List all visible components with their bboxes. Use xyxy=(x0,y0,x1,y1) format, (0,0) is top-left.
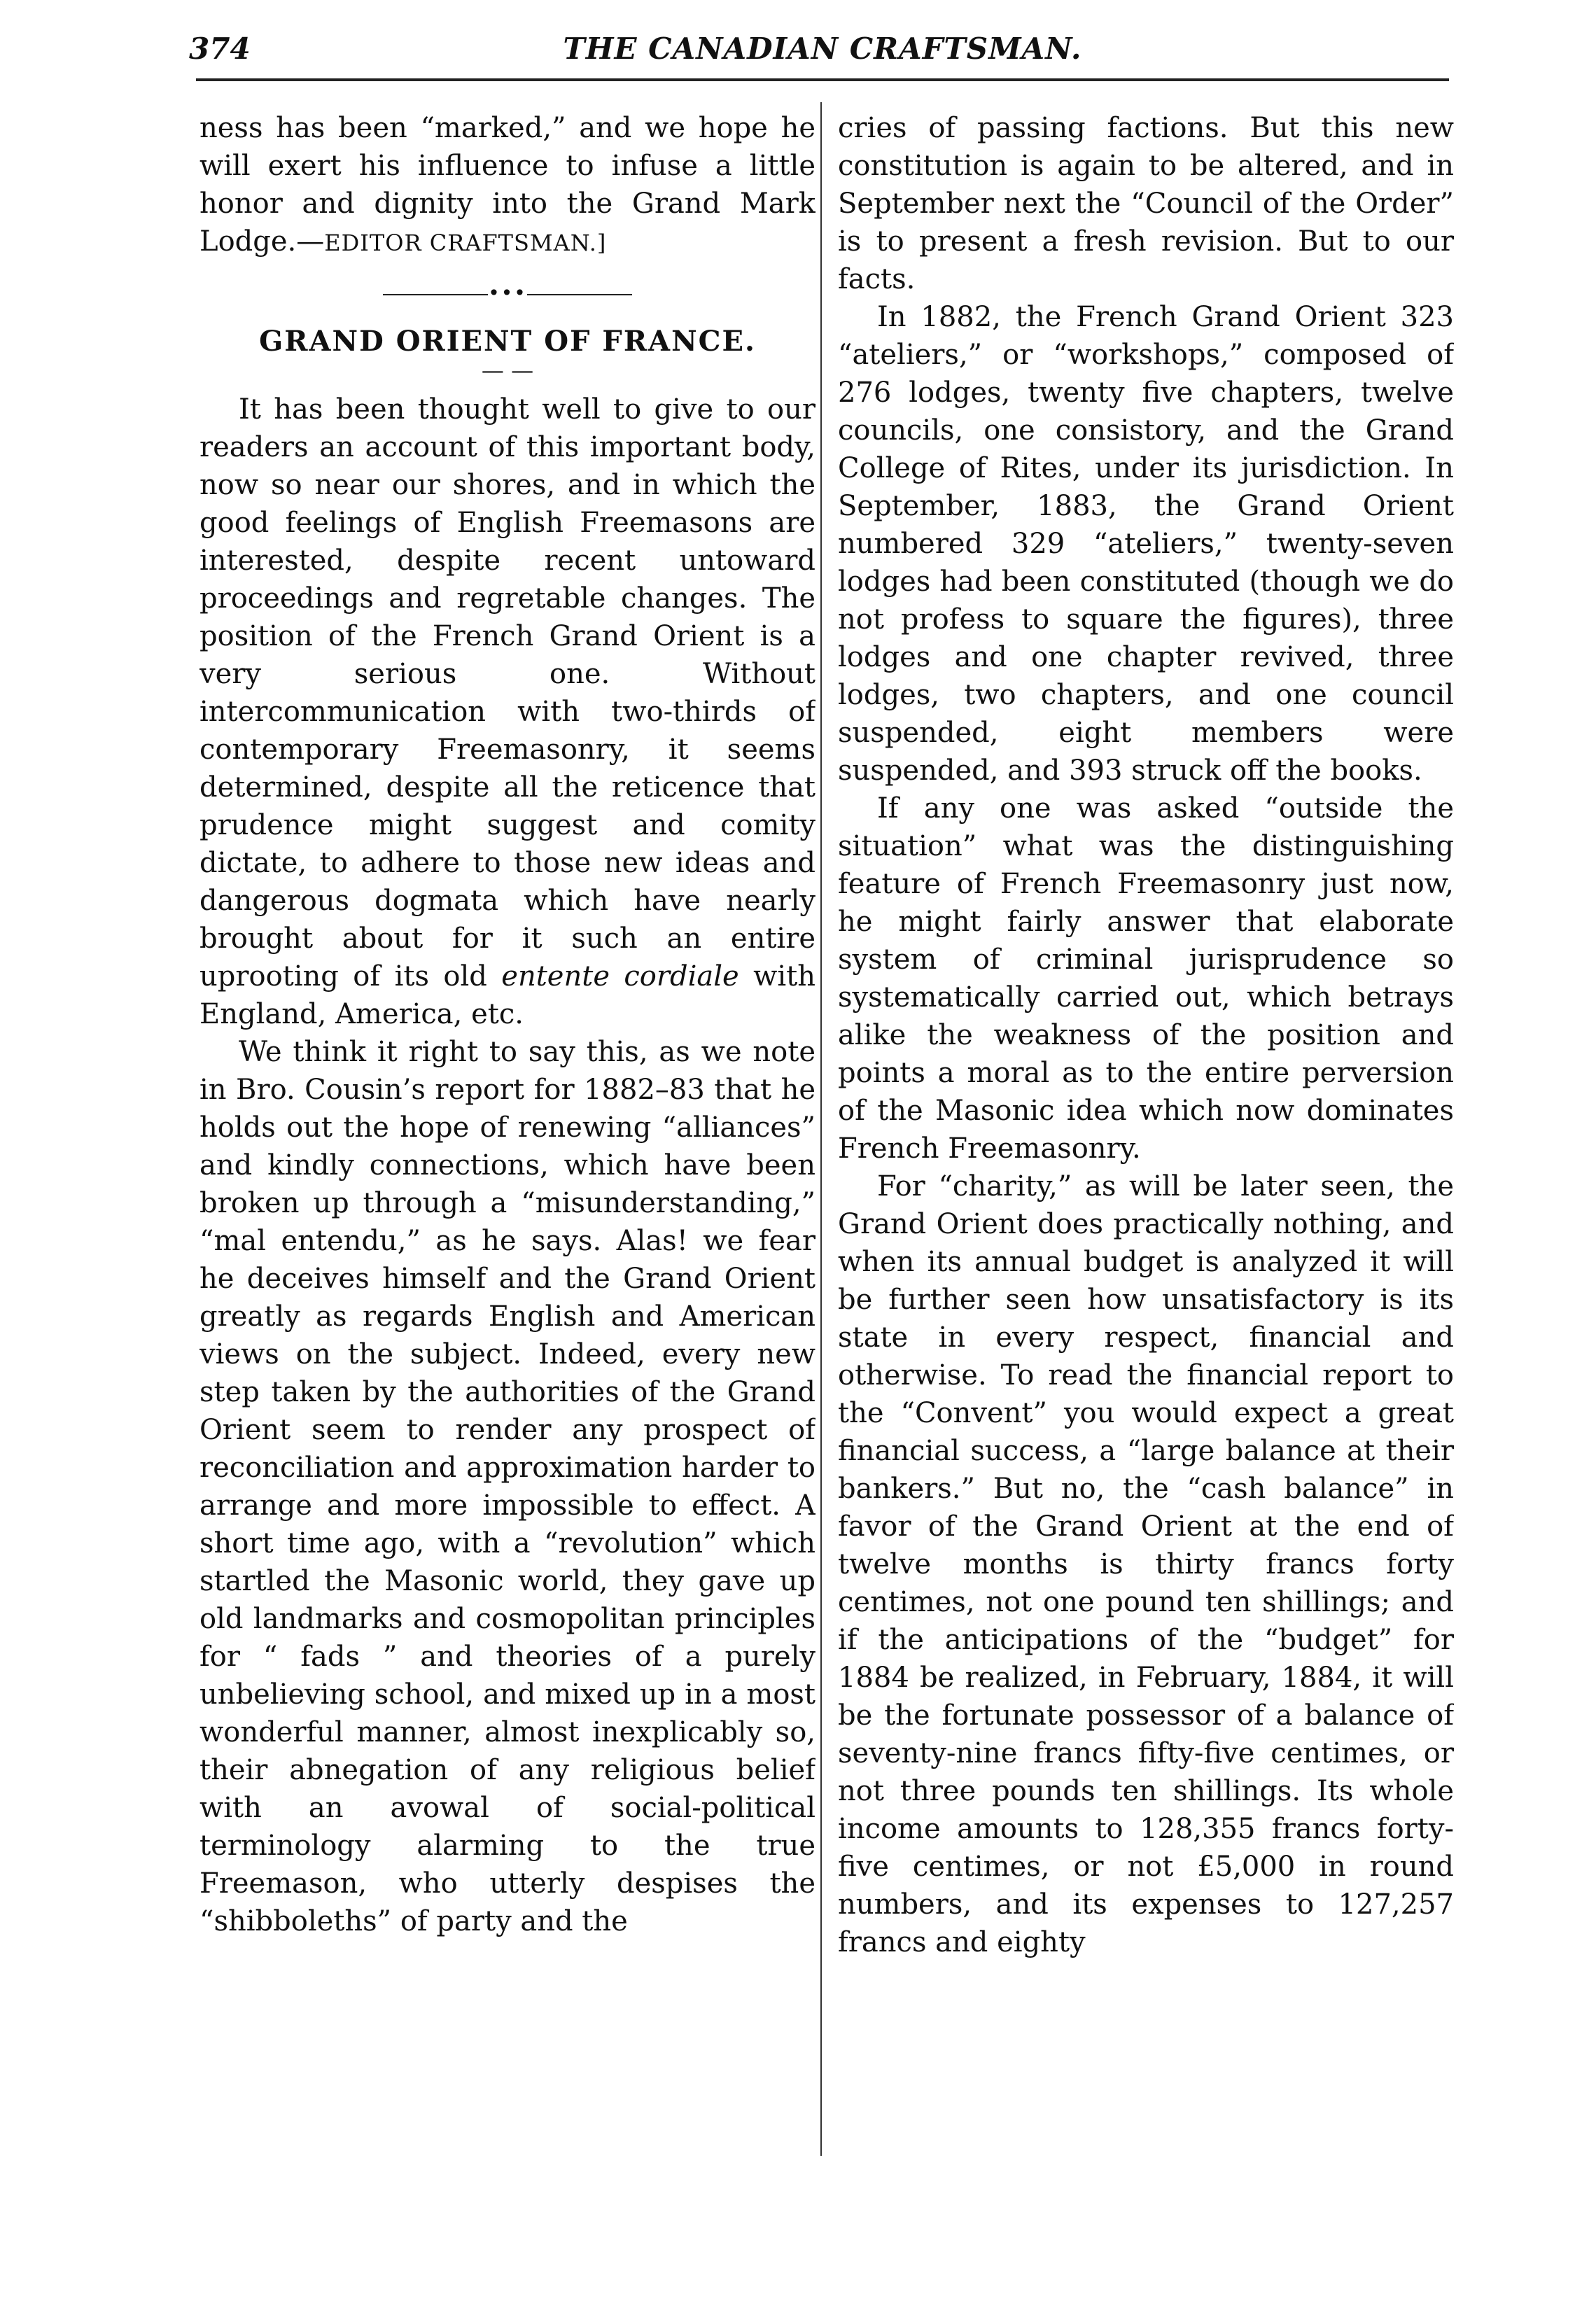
article-paragraph-6: For “charity,” as will be later seen, the Grand Orient does practically nothing, and when its annual budget is analyzed it will be further seen how unsatisfactory is its state in every respect, financial and otherwise. To read the financial report to the “Convent” you would expect a great financial success, a “large balance at their bankers.” But no, the “cash balance” in favor of the Grand Orient at the end of twelve months is thirty francs forty centimes, not one pound ten shillings; and if the anticipations of the “budget” for 1884 be realized, in February, 1884, it will be the fortunate possessor of a balance of seventy-nine francs fifty-five centimes, or not three pounds ten shillings. Its whole income amounts to 128,355 francs forty-five centimes, or not £5,000 in round numbers, and its expenses to 127,257 francs and eighty xyxy=(838,1170,1454,1958)
header-rule xyxy=(196,78,1449,81)
running-header xyxy=(189,28,1456,77)
left-column xyxy=(200,109,816,2209)
title-dashes: — — xyxy=(481,357,534,384)
article-paragraph-5: If any one was asked “outside the situation” what was the distinguishing feature of French Freemasonry just now, he might fairly answer that elaborate system of criminal jurisprudence so systematically carried out, which betrays alike the weakness of the position and points a moral as to the entire perversion of the Masonic idea which now dominates French Freemasonry. xyxy=(838,792,1454,1165)
editor-signature: EDITOR CRAFTSMAN.] xyxy=(324,230,607,256)
article-paragraph-1 xyxy=(200,391,816,1033)
article-paragraph-4: In 1882, the French Grand Orient 323 “ateliers,” or “workshops,” composed of 276 lodges, twenty five chapters, twelve councils, one consistory, and the Grand College of Rites, under its jurisdiction. In September, 1883, the Grand Orient numbered 329 “ateliers,” twenty-seven lodges had been constituted (though we do not profess to square the figures), three lodges and one chapter revived, three lodges, two chapters, and one council suspended, eight members were suspended, and 393 struck off the books. xyxy=(838,301,1454,787)
column-divider xyxy=(820,102,822,2156)
ornament-rule-left xyxy=(383,294,488,295)
ornament-rule-right xyxy=(527,294,632,295)
running-title: THE CANADIAN CRAFTSMAN. xyxy=(563,31,1082,66)
continuation-paragraph xyxy=(200,109,816,262)
article-title: GRAND ORIENT OF FRANCE. xyxy=(259,325,756,358)
page-number: 374 xyxy=(189,31,251,66)
ornament-dots: ••• xyxy=(488,281,527,304)
entente-cordiale-italic: entente cordiale xyxy=(501,960,739,993)
article-paragraph-3: cries of passing factions. But this new constitution is again to be altered, and in September next the “Council of the Order” is to present a fresh revision. But to our facts. xyxy=(838,112,1454,295)
paragraph-1-end: with England, America, etc. xyxy=(200,960,816,1030)
right-column xyxy=(838,109,1454,2209)
paragraph-1-text: It has been thought well to give to our readers an account of this important body, now so near our shores, and in which the good feelings of English Freemasons are interested, despite recent untoward proceedings and regretable changes. The position of the French Grand Orient is a very serious one. Without intercommunication with two-thirds of contemporary Freemasonry, it seems determined, despite all the reticence that prudence might suggest and comity dictate, to adhere to those new ideas and dangerous dogmata which have nearly brought about for it such an entire uprooting of its old xyxy=(200,393,816,993)
article-paragraph-2: We think it right to say this, as we note in Bro. Cousin’s report for 1882–83 that he holds out the hope of renewing “alliances” and kindly connections, which have been broken up through a “misunderstanding,” “mal entendu,” as he says. Alas! we fear he deceives himself and the Grand Orient greatly as regards English and American views on the subject. Indeed, every new step taken by the authorities of the Grand Orient seem to render any prospect of reconciliation and approximation harder to arrange and more impossible to effect. A short time ago, with a “revolution” which startled the Masonic world, they gave up old landmarks and cosmopolitan principles for “ fads ” and theories of a purely unbelieving school, and mixed up in a most wonderful manner, almost inexplicably so, their abnegation of any religious belief with an avowal of social-political terminology alarming to the true Freemason, who utterly despises the “shibboleths” of party and the xyxy=(200,1036,816,1937)
continuation-text: ness has been “marked,” and we hope he will exert his influence to infuse a little honor and dignity into the Grand Mark Lodge.— xyxy=(200,112,816,258)
section-ornament xyxy=(200,274,816,312)
